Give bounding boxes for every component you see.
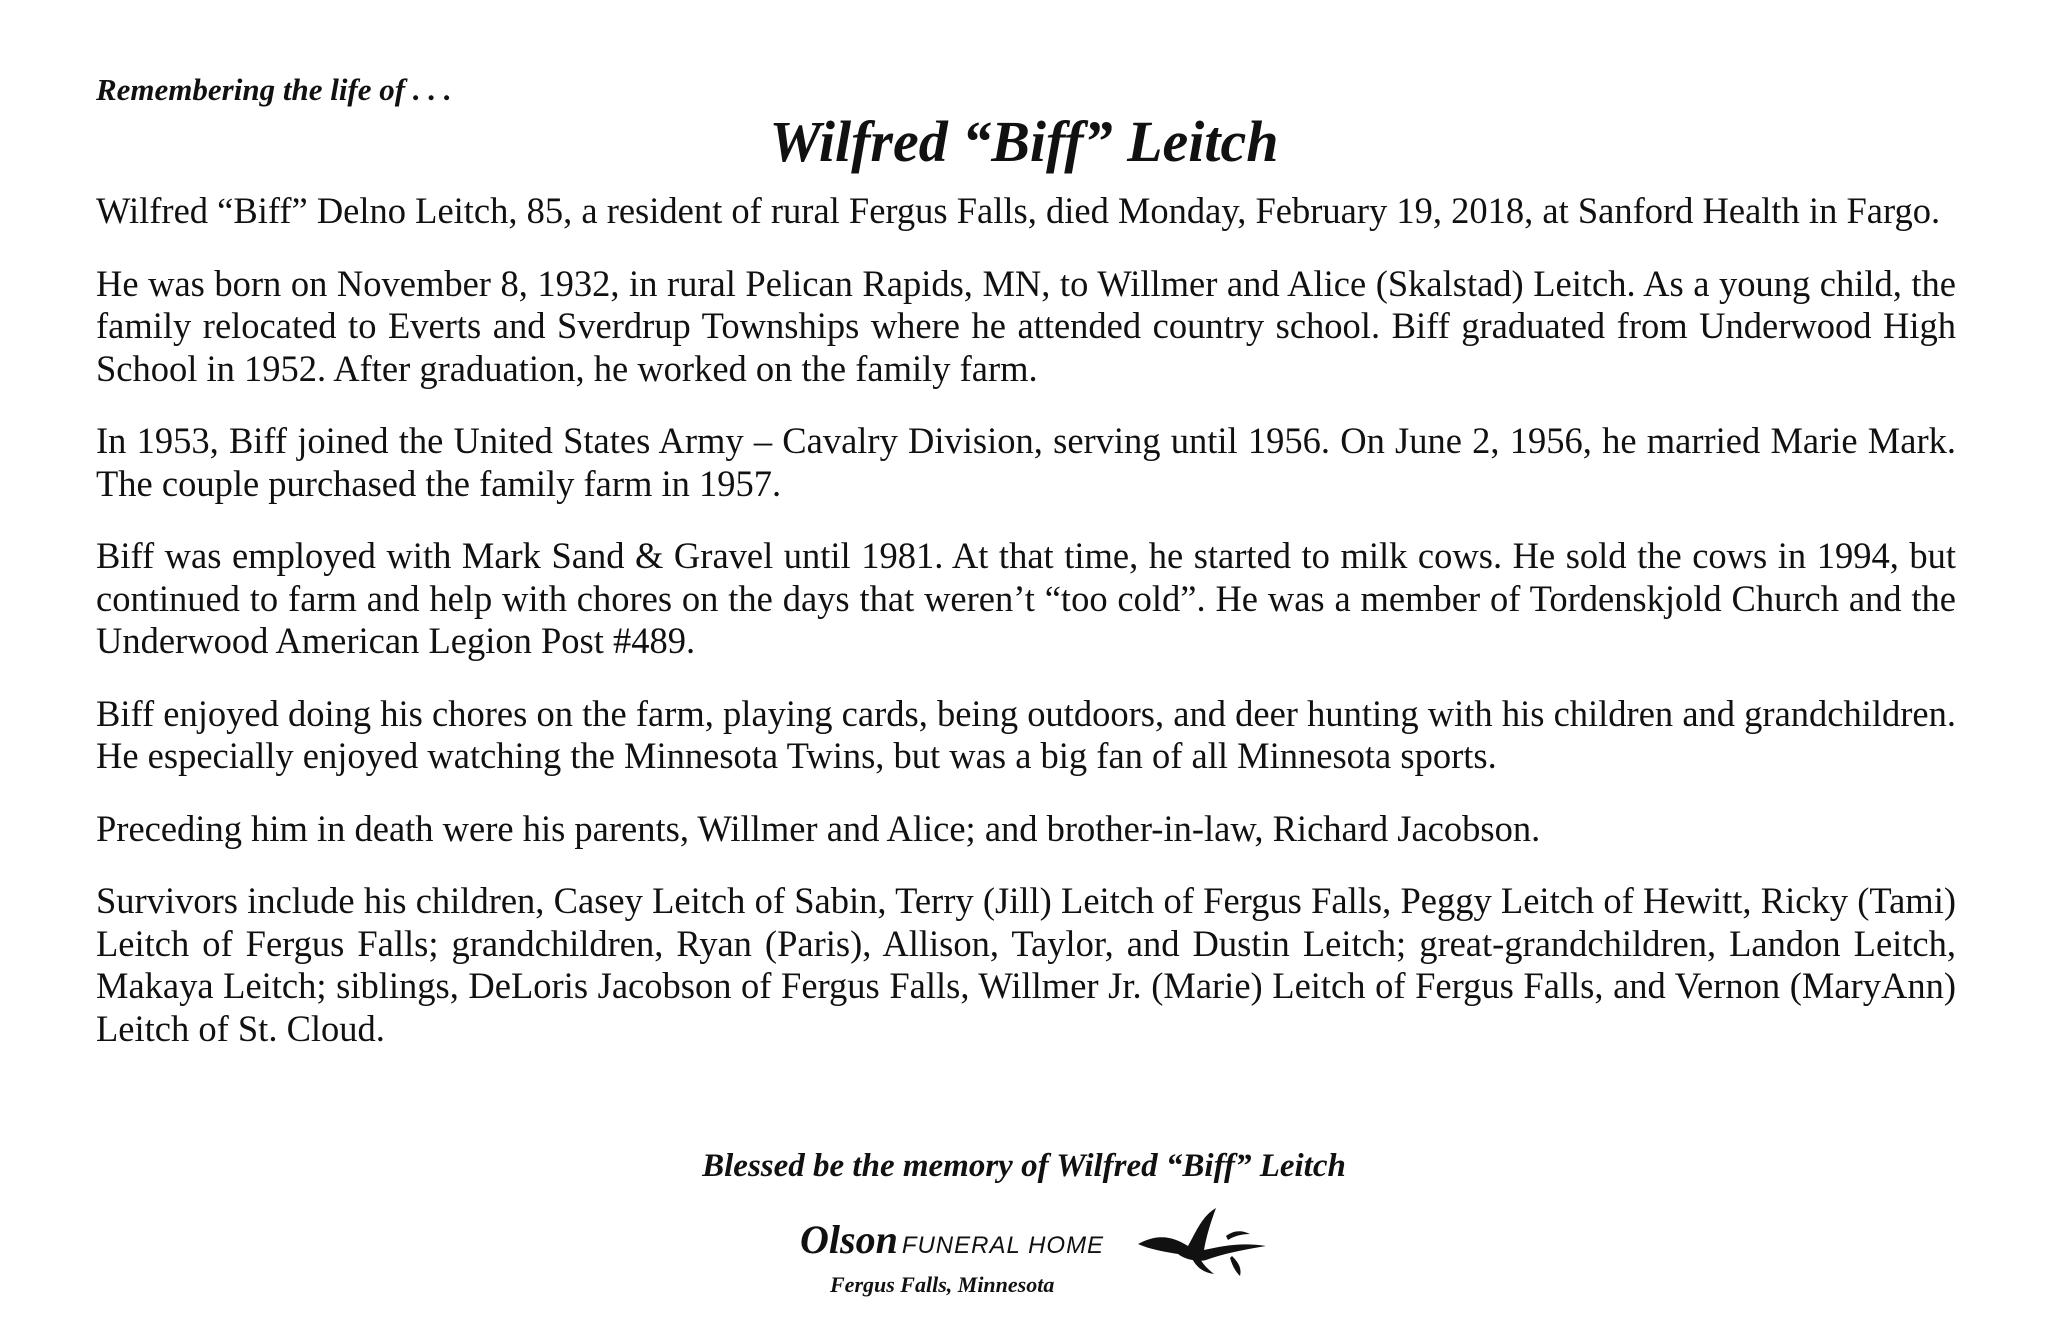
logo-brand (800, 1216, 1104, 1263)
flying-birds-icon (1130, 1202, 1270, 1282)
paragraph-death-notice: Wilfred “Biff” Delno Leitch, 85, a resident of rural Fergus Falls, died Monday, February 19, 2018, at Sanford Health in Fargo. (96, 190, 1941, 231)
closing-line: Blessed be the memory of Wilfred “Biff” Leitch (702, 1148, 1346, 1184)
logo-location: Fergus Falls, Minnesota (830, 1272, 1055, 1297)
paragraph-career: Biff was employed with Mark Sand & Gravel until 1981. At that time, he started to milk cows. He sold the cows in 1994, but continued to farm and help with chores on the days that weren’t “too cold”. He was a member of Tordenskjold Church and the Underwood American Legion Post #489. (96, 535, 1956, 661)
logo-script-name: Olson (800, 1217, 898, 1262)
intro-line: Remembering the life of . . . (96, 72, 452, 107)
logo-funeral-home-text: FUNERAL HOME (901, 1232, 1105, 1259)
funeral-home-logo (800, 1202, 1280, 1312)
paragraph-preceded-in-death: Preceding him in death were his parents, Willmer and Alice; and brother-in-law, Richard Jacobson. (96, 807, 1541, 849)
paragraph-birth-early-life: He was born on November 8, 1932, in rural Pelican Rapids, MN, to Willmer and Alice (Skalstad) Leitch. As a young child, the family relocated to Everts and Sverdrup Townships where he attended country school. Biff graduated from Underwood High School in 1952. After graduation, he worked on the family farm. (96, 262, 1956, 389)
paragraph-hobbies: Biff enjoyed doing his chores on the farm, playing cards, being outdoors, and deer hunting with his children and grandchildren. He especially enjoyed watching the Minnesota Twins, but was a big fan of all Minnesota sports. (96, 692, 1956, 776)
paragraph-survivors: Survivors include his children, Casey Leitch of Sabin, Terry (Jill) Leitch of Fergus Falls, Peggy Leitch of Hewitt, Ricky (Tami) Leitch of Fergus Falls; grandchildren, Ryan (Paris), Allison, Taylor, and Dustin Leitch; great-grandchildren, Landon Leitch, Makaya Leitch; siblings, DeLoris Jacobson of Fergus Falls, Willmer Jr. (Marie) Leitch of Fergus Falls, and Vernon (MaryAnn) Leitch of St. Cloud. (96, 880, 1956, 1049)
deceased-name-title: Wilfred “Biff” Leitch (769, 109, 1279, 174)
paragraph-military-marriage: In 1953, Biff joined the United States Army – Cavalry Division, serving until 1956. On June 2, 1956, he married Marie Mark. The couple purchased the family farm in 1957. (96, 420, 1956, 504)
obituary-body (96, 190, 1956, 1080)
